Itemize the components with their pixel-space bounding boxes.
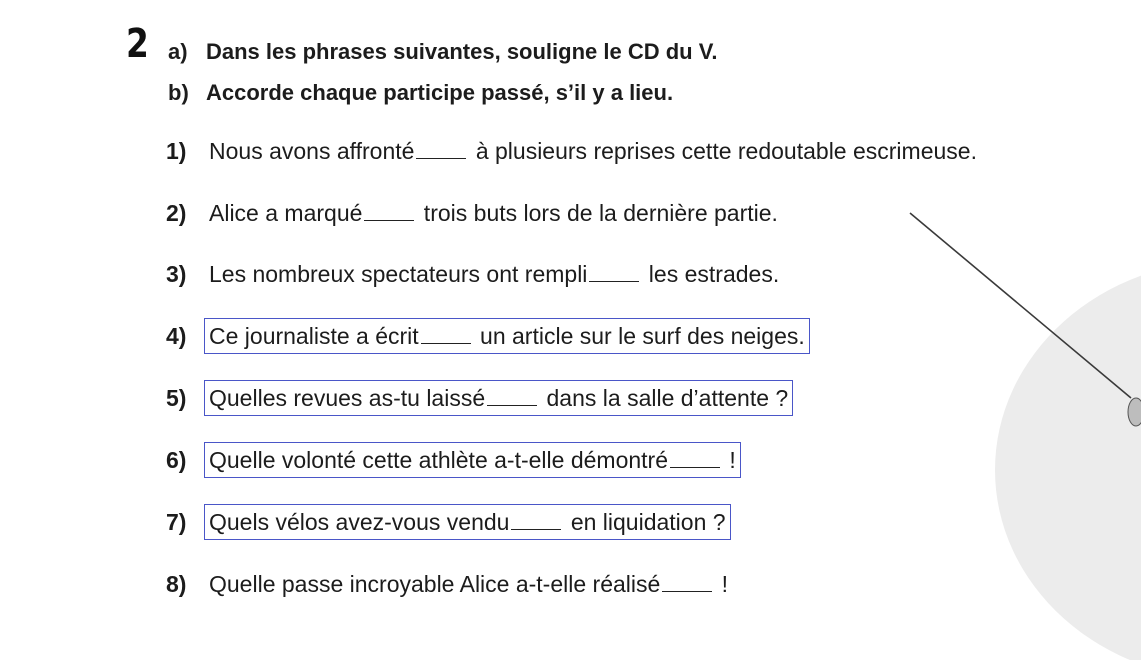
exercise-item-6 xyxy=(166,440,741,480)
exercise-item-3 xyxy=(166,254,784,294)
item-number: 5) xyxy=(166,384,187,411)
sentence-annotation-box[interactable] xyxy=(204,318,810,354)
sentence xyxy=(204,133,982,169)
instruction-a xyxy=(168,38,717,66)
sentence xyxy=(204,256,784,292)
exercise-item-8 xyxy=(166,564,733,604)
exercise-item-4 xyxy=(166,316,810,356)
answer-blank[interactable] xyxy=(662,569,712,592)
item-number: 1) xyxy=(166,137,187,164)
sentence-end: ! xyxy=(715,571,729,597)
sentence-end: dans la salle d’attente ? xyxy=(540,385,789,411)
answer-blank[interactable] xyxy=(416,136,466,159)
instruction-text: Accorde chaque participe passé, s’il y a lieu. xyxy=(206,80,674,105)
sentence-annotation-box[interactable] xyxy=(204,380,793,416)
item-number: 3) xyxy=(166,260,187,287)
exercise-item-5 xyxy=(166,378,793,418)
instruction-text: Dans les phrases suivantes, souligne le CD du V. xyxy=(206,39,718,64)
sentence-start: Quels vélos avez-vous vendu xyxy=(209,509,510,535)
answer-blank[interactable] xyxy=(421,321,471,344)
answer-blank[interactable] xyxy=(589,259,639,282)
decorative-pen-tip xyxy=(1128,398,1141,426)
sentence-start: Alice a marqué xyxy=(209,200,363,226)
answer-blank[interactable] xyxy=(364,198,414,221)
instruction-b xyxy=(168,79,673,107)
exercise-number: 2 xyxy=(126,21,149,67)
sentence-annotation-box[interactable] xyxy=(204,504,731,540)
answer-blank[interactable] xyxy=(511,507,561,530)
item-number: 6) xyxy=(166,446,187,473)
answer-blank[interactable] xyxy=(670,445,720,468)
item-number: 2) xyxy=(166,199,187,226)
sentence-end: à plusieurs reprises cette redoutable escrimeuse. xyxy=(469,138,977,164)
exercise-item-7 xyxy=(166,502,731,542)
sentence-start: Quelles revues as-tu laissé xyxy=(209,385,486,411)
sentence-start: Quelle volonté cette athlète a-t-elle démontré xyxy=(209,447,668,473)
exercise-item-1 xyxy=(166,131,982,171)
answer-blank[interactable] xyxy=(487,383,537,406)
sentence-annotation-box[interactable] xyxy=(204,442,741,478)
item-number: 4) xyxy=(166,322,187,349)
sentence-start: Nous avons affronté xyxy=(209,138,415,164)
instruction-letter: a) xyxy=(168,39,188,64)
sentence xyxy=(204,195,783,231)
sentence-end: trois buts lors de la dernière partie. xyxy=(417,200,778,226)
sentence-end: les estrades. xyxy=(642,261,780,287)
item-number: 7) xyxy=(166,508,187,535)
decorative-disc xyxy=(995,260,1141,660)
instruction-letter: b) xyxy=(168,80,189,105)
sentence xyxy=(204,566,733,602)
sentence-end: en liquidation ? xyxy=(564,509,726,535)
sentence-start: Les nombreux spectateurs ont rempli xyxy=(209,261,588,287)
item-number: 8) xyxy=(166,570,187,597)
sentence-end: un article sur le surf des neiges. xyxy=(473,323,805,349)
exercise-item-2 xyxy=(166,193,783,233)
sentence-end: ! xyxy=(723,447,736,473)
sentence-start: Quelle passe incroyable Alice a-t-elle réalisé xyxy=(209,571,661,597)
sentence-start: Ce journaliste a écrit xyxy=(209,323,419,349)
